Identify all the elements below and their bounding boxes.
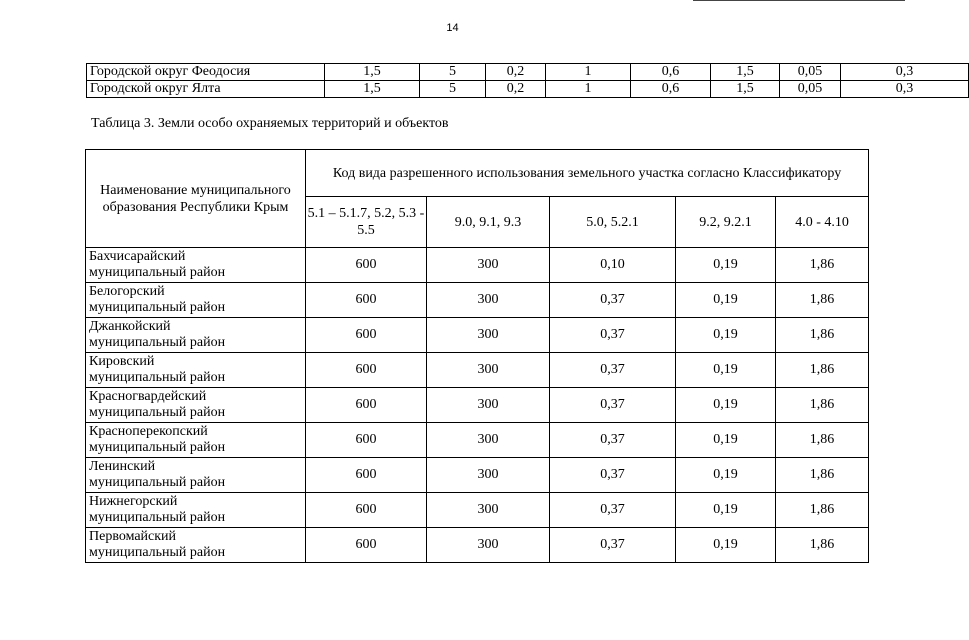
municipality-name xyxy=(86,528,306,563)
table-row xyxy=(86,353,869,388)
municipality-name: Городской округ Ялта xyxy=(87,81,325,98)
table-cell: 0,6 xyxy=(631,81,711,98)
municipality-name-line: муниципальный район xyxy=(89,405,226,420)
column-header-municipality: Наименование муниципального образования Республики Крым xyxy=(86,150,306,248)
municipality-name xyxy=(86,248,306,283)
table-cell: 0,19 xyxy=(676,388,776,423)
table-cell: 5 xyxy=(420,64,486,81)
table-row xyxy=(86,388,869,423)
table-cell: 0,2 xyxy=(486,81,546,98)
municipality-name xyxy=(86,458,306,493)
municipality-name xyxy=(86,493,306,528)
table-cell: 1,5 xyxy=(325,64,420,81)
table-cell: 0,37 xyxy=(550,493,676,528)
table-cell: 0,2 xyxy=(486,64,546,81)
municipality-name-line: Джанкойский xyxy=(89,319,171,334)
page-number: 14 xyxy=(446,22,459,34)
table-cell: 1 xyxy=(546,64,631,81)
table-cell: 1,5 xyxy=(711,64,780,81)
column-header-group: Код вида разрешенного использования земельного участка согласно Классификатору xyxy=(306,150,869,197)
municipality-name-line: Кировский xyxy=(89,354,155,369)
table-cell: 300 xyxy=(427,528,550,563)
column-header-code: 5.1 – 5.1.7, 5.2, 5.3 - 5.5 xyxy=(306,197,427,248)
table-cell: 0,37 xyxy=(550,353,676,388)
table-cell: 0,37 xyxy=(550,318,676,353)
municipality-name xyxy=(86,388,306,423)
table-cell: 0,19 xyxy=(676,458,776,493)
table-row xyxy=(86,283,869,318)
table-cell: 300 xyxy=(427,283,550,318)
municipality-name-line: Первомайский xyxy=(89,529,177,544)
table-cell: 1 xyxy=(546,81,631,98)
table-cell: 0,19 xyxy=(676,528,776,563)
municipality-name-line: муниципальный район xyxy=(89,545,226,560)
table-cell: 0,37 xyxy=(550,458,676,493)
municipality-name xyxy=(86,353,306,388)
municipality-name: Городской округ Феодосия xyxy=(87,64,325,81)
table-cell: 600 xyxy=(306,318,427,353)
table-row xyxy=(86,248,869,283)
table-cell: 600 xyxy=(306,423,427,458)
table-cell: 1,5 xyxy=(711,81,780,98)
table-row xyxy=(86,423,869,458)
table-cell: 1,86 xyxy=(776,388,869,423)
table-cell: 600 xyxy=(306,353,427,388)
table-cell: 300 xyxy=(427,493,550,528)
table-cell: 0,05 xyxy=(780,81,841,98)
table-cell: 600 xyxy=(306,388,427,423)
table-cell: 600 xyxy=(306,528,427,563)
municipality-name-line: муниципальный район xyxy=(89,335,226,350)
table-cell: 1,86 xyxy=(776,528,869,563)
table-row xyxy=(87,81,969,98)
table-cell: 5 xyxy=(420,81,486,98)
table-cell: 0,37 xyxy=(550,528,676,563)
municipality-name-line: Красноперекопский xyxy=(89,424,208,439)
table-cell: 600 xyxy=(306,493,427,528)
table-cell: 300 xyxy=(427,248,550,283)
municipality-name-line: муниципальный район xyxy=(89,300,226,315)
table-cell: 300 xyxy=(427,353,550,388)
column-header-code: 9.2, 9.2.1 xyxy=(676,197,776,248)
municipality-name xyxy=(86,283,306,318)
municipality-name xyxy=(86,318,306,353)
municipality-name-line: Нижнегорский xyxy=(89,494,178,509)
table-cell: 0,19 xyxy=(676,493,776,528)
table-cell: 300 xyxy=(427,423,550,458)
column-header-code: 5.0, 5.2.1 xyxy=(550,197,676,248)
table-cell: 600 xyxy=(306,248,427,283)
table-row xyxy=(87,64,969,81)
table-cell: 1,86 xyxy=(776,283,869,318)
municipality-name-line: муниципальный район xyxy=(89,475,226,490)
column-header-code: 9.0, 9.1, 9.3 xyxy=(427,197,550,248)
municipality-name-line: Красногвардейский xyxy=(89,389,207,404)
table-cell: 1,86 xyxy=(776,353,869,388)
table-cell: 300 xyxy=(427,318,550,353)
table-row xyxy=(86,458,869,493)
table-cell: 1,86 xyxy=(776,493,869,528)
table-3-protected-lands xyxy=(85,149,869,563)
top-rule xyxy=(693,0,905,1)
table-caption: Таблица 3. Земли особо охраняемых территорий и объектов xyxy=(91,116,449,131)
table-cell: 600 xyxy=(306,458,427,493)
table-row xyxy=(86,318,869,353)
municipality-name-line: муниципальный район xyxy=(89,510,226,525)
table-cell: 0,19 xyxy=(676,353,776,388)
municipality-name-line: муниципальный район xyxy=(89,440,226,455)
table-cell: 0,10 xyxy=(550,248,676,283)
table-cell: 0,19 xyxy=(676,318,776,353)
table-cell: 1,86 xyxy=(776,248,869,283)
table-cell: 0,19 xyxy=(676,283,776,318)
table-cell: 0,3 xyxy=(841,64,969,81)
table-cell: 300 xyxy=(427,458,550,493)
table-row xyxy=(86,493,869,528)
table-cell: 300 xyxy=(427,388,550,423)
table-cell: 0,05 xyxy=(780,64,841,81)
municipality-name-line: муниципальный район xyxy=(89,370,226,385)
table-cell: 0,6 xyxy=(631,64,711,81)
table-cell: 0,37 xyxy=(550,388,676,423)
table-row xyxy=(86,528,869,563)
municipality-name xyxy=(86,423,306,458)
table-cell: 0,3 xyxy=(841,81,969,98)
previous-table-continuation xyxy=(86,63,969,98)
table-cell: 1,86 xyxy=(776,458,869,493)
table-cell: 600 xyxy=(306,283,427,318)
table-cell: 1,86 xyxy=(776,423,869,458)
table-cell: 0,19 xyxy=(676,423,776,458)
table-cell: 0,19 xyxy=(676,248,776,283)
table-cell: 1,5 xyxy=(325,81,420,98)
column-header-code: 4.0 - 4.10 xyxy=(776,197,869,248)
municipality-name-line: Бахчисарайский xyxy=(89,249,186,264)
municipality-name-line: Белогорский xyxy=(89,284,165,299)
table-cell: 1,86 xyxy=(776,318,869,353)
table-cell: 0,37 xyxy=(550,283,676,318)
table-cell: 0,37 xyxy=(550,423,676,458)
municipality-name-line: муниципальный район xyxy=(89,265,226,280)
municipality-name-line: Ленинский xyxy=(89,459,156,474)
